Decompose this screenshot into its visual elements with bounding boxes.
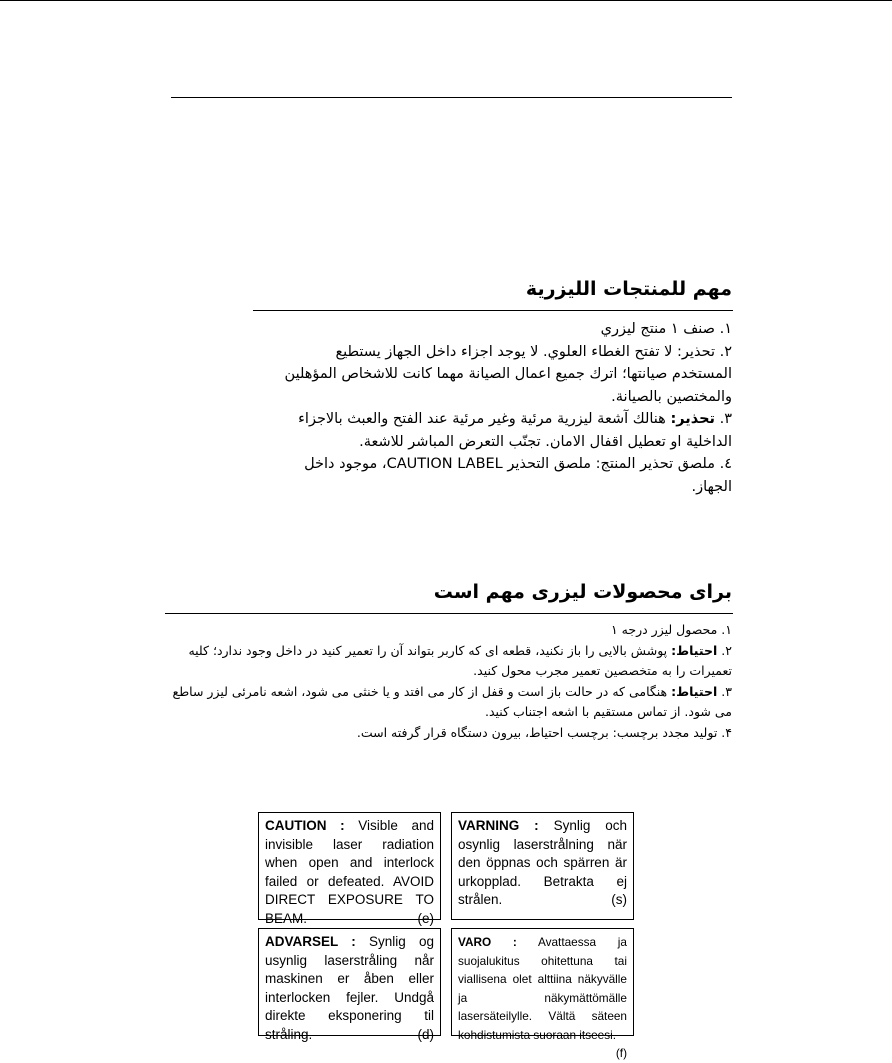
item-number: ۱. [721,622,732,637]
caution-label-finnish [451,928,634,1060]
item-text: تحذير: لا تفتح الغطاء العلوي. لا يوجد اجزاء داخل الجهاز يستطيع المستخدم صيانتها؛ اترك جميع اعمال الصيانة مهما كانت للاشخاص المؤهلين والمختصين بالصيانة. [284,343,732,405]
persian-section-title: برای محصولات ليزری مهم است [433,581,732,603]
label-language-code: (d) [417,1026,434,1042]
item-number: ٣. [719,411,732,427]
item-text: صنف ١ منتج ليزري [600,321,715,337]
item-number: ١. [719,321,732,337]
label-language-code: (f) [615,1046,627,1060]
caution-label-danish [258,928,441,1042]
list-item [272,318,732,341]
label-heading: ADVARSEL : [265,934,356,949]
label-language-code: (s) [611,892,627,907]
item-number: ۴. [721,724,732,740]
label-heading: VARO : [458,935,517,949]
label-heading: VARNING : [458,818,539,833]
item-text: ملصق تحذير المنتج: ملصق التحذير CAUTION LABEL، موجود داخل الجهاز. [304,456,732,495]
item-text: هنگامی که در حالت باز است و قفل از کار می افتد و يا خنثی می شود، اشعه نامرئی ليزر ساطع می شود. از تماس مستقيم با اشعه اجتناب کنيد. [172,683,732,719]
label-body: Visible and invisible laser radiation when open and interlock failed or defeated. AVOID DIRECT EXPOSURE TO BEAM. [265,818,434,926]
persian-list [164,620,732,743]
item-text: پوشش بالايی را باز نکنيد، قطعه ای که کاربر بتواند آن را تعمير کنيد در داخل وجود ندارد؛ کليه تعميرات را به متخصصين تعمير مجرب محول کنيد. [188,642,732,678]
arabic-section-title: مهم للمنتجات الليزرية [525,278,732,300]
list-item [272,408,732,453]
item-number: ٤. [719,456,732,472]
item-number: ۲. [721,642,732,658]
item-text: محصول ليزر درجه ۱ [610,622,718,637]
list-item [164,682,732,723]
label-language-code: (e) [417,910,434,926]
caution-label-swedish [451,812,634,920]
label-body: Synlig og usynlig laserstråling når maskinen er åben eller interlocken fejler. Undgå direkte eksponering til stråling. [265,934,434,1042]
item-text: هنالك آشعة ليزرية مرئية وغير مرئية عند الفتح والعبث بالاجزاء الداخلية او تعطيل اقفال الامان. تجنّب التعرض المباشر للاشعة. [298,411,732,450]
arabic-list [272,318,732,498]
item-warning-word: احتياط: [671,683,718,699]
label-body: Synlig och osynlig laserstrålning när den öppnas och spärren är urkopplad. Betrakta ej strålen. [458,818,627,907]
list-item [164,620,732,641]
list-item [164,641,732,682]
item-warning-word: احتياط: [671,642,718,658]
item-number: ٢. [719,343,732,360]
label-heading: CAUTION : [265,818,345,833]
list-item [272,453,732,498]
page-top-border [0,0,892,1]
item-warning-word: تحذير: [670,411,715,427]
list-item [272,341,732,409]
arabic-title-rule [253,310,733,311]
item-text: توليد مجدد برچسب: برچسب احتياط، بيرون دستگاه قرار گرفته است. [356,724,718,740]
list-item [164,723,732,744]
caution-label-english [258,812,441,926]
label-body: Avattaessa ja suojalukitus ohitettuna tai viallisena olet alttiina näkyvälle ja näkymättömälle lasersäteilylle. Vältä säteen kohdistumista suoraan itseesi. [458,935,627,1042]
item-number: ۳. [721,683,732,699]
persian-title-rule [165,613,733,614]
header-rule [171,97,732,98]
